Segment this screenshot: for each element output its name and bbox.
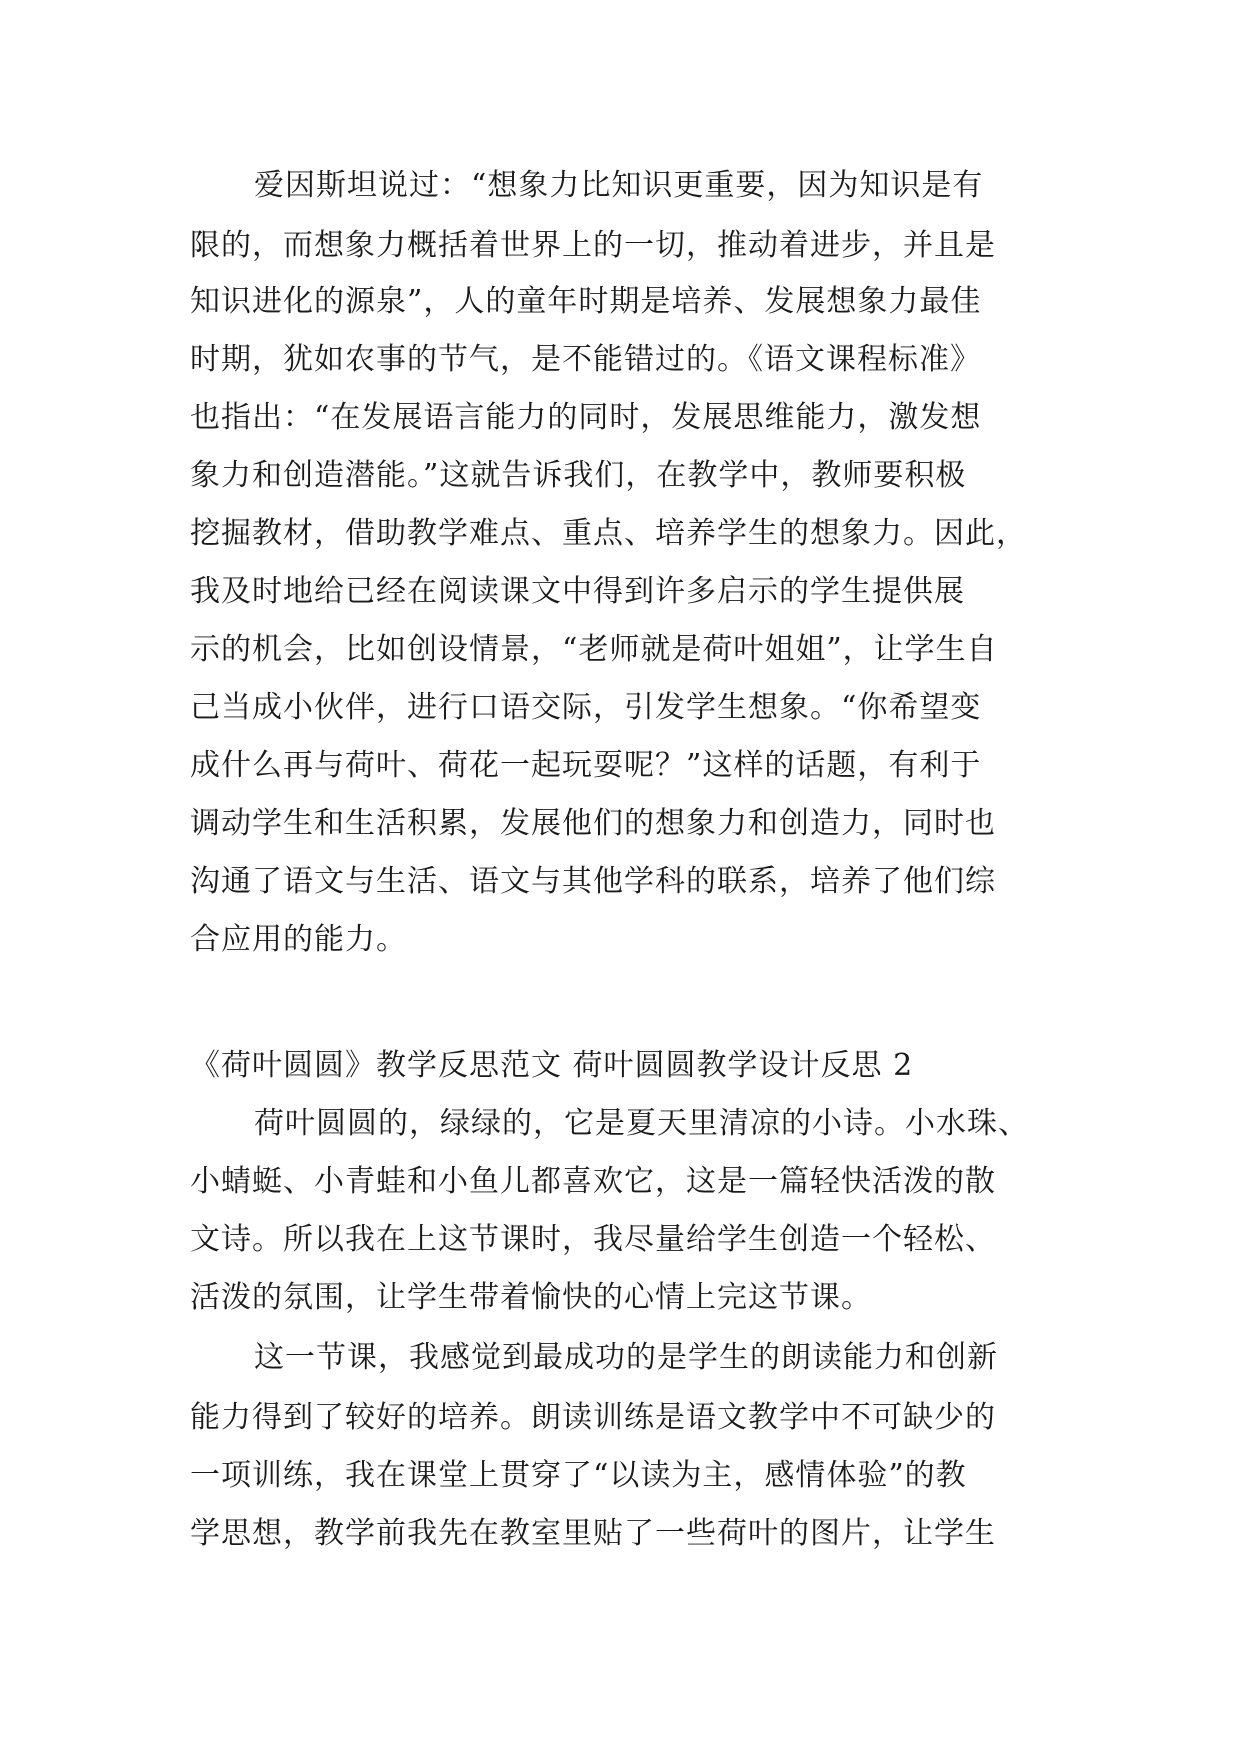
paragraph-line: 调动学生和生活积累，发展他们的想象力和创造力，同时也 <box>190 806 996 841</box>
paragraph-line: 这一节课，我感觉到最成功的是学生的朗读能力和创新 <box>254 1340 998 1375</box>
paragraph-line: 时期，犹如农事的节气，是不能错过的。《语文课程标准》 <box>190 342 981 377</box>
paragraph-line: 荷叶圆圆的，绿绿的，它是夏天里清凉的小诗。小水珠、 <box>254 1106 1029 1141</box>
paragraph-line: 成什么再与荷叶、荷花一起玩耍呢？”这样的话题，有利于 <box>190 748 982 783</box>
paragraph-line: 知识进化的源泉”，人的童年时期是培养、发展想象力最佳 <box>190 284 982 319</box>
section-heading: 《荷叶圆圆》教学反思范文 荷叶圆圆教学设计反思 2 <box>190 1048 914 1083</box>
paragraph-line: 限的，而想象力概括着世界上的一切，推动着进步，并且是 <box>190 228 996 263</box>
paragraph-line: 挖掘教材，借助教学难点、重点、培养学生的想象力。因此， <box>190 516 1027 551</box>
paragraph-line: 象力和创造潜能。”这就告诉我们，在教学中，教师要积极 <box>190 458 967 493</box>
paragraph-line: 示的机会，比如创设情景，“老师就是荷叶姐姐”，让学生自 <box>190 632 998 667</box>
paragraph-line: 沟通了语文与生活、语文与其他学科的联系，培养了他们综 <box>190 864 996 899</box>
paragraph-line: 文诗。所以我在上这节课时，我尽量给学生创造一个轻松、 <box>190 1222 996 1257</box>
paragraph-line: 一项训练，我在课堂上贯穿了“以读为主，感情体验”的教 <box>190 1458 967 1493</box>
paragraph-line: 我及时地给已经在阅读课文中得到许多启示的学生提供展 <box>190 574 965 609</box>
paragraph-line: 活泼的氛围，让学生带着愉快的心情上完这节课。 <box>190 1280 872 1315</box>
paragraph-line: 爱因斯坦说过：“想象力比知识更重要，因为知识是有 <box>254 168 984 203</box>
paragraph-line: 己当成小伙伴，进行口语交际，引发学生想象。“你希望变 <box>190 690 982 725</box>
paragraph-line: 小蜻蜓、小青蛙和小鱼儿都喜欢它，这是一篇轻快活泼的散 <box>190 1164 996 1199</box>
paragraph-line: 也指出：“在发展语言能力的同时，发展思维能力，激发想 <box>190 400 982 435</box>
paragraph-line: 学思想，教学前我先在教室里贴了一些荷叶的图片，让学生 <box>190 1516 996 1551</box>
paragraph-line: 合应用的能力。 <box>190 922 407 957</box>
paragraph-line: 能力得到了较好的培养。朗读训练是语文教学中不可缺少的 <box>190 1400 996 1435</box>
